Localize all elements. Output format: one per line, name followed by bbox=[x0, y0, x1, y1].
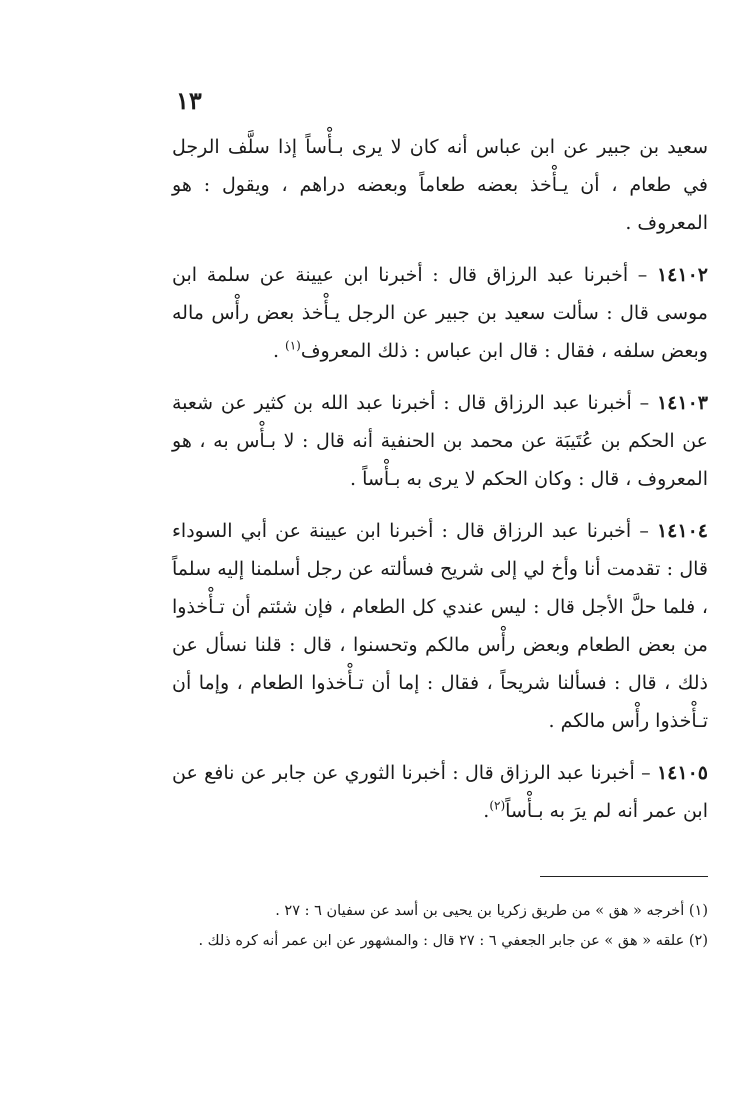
footnote-1: (١) أخرجه « هق » من طريق زكريا بن يحيى بن أسد عن سفيان ٦ : ٢٧ . bbox=[275, 903, 708, 919]
hadith-number: ١٤١٠٣ bbox=[656, 392, 708, 414]
hadith-number: ١٤١٠٢ bbox=[656, 264, 708, 286]
footnote-divider bbox=[540, 876, 708, 877]
hadith-14102 bbox=[172, 256, 708, 370]
footnotes-section bbox=[172, 896, 708, 956]
hadith-dash: – bbox=[628, 264, 648, 286]
footnote-reference[interactable]: (١) bbox=[285, 338, 301, 353]
page-number: ١٣ bbox=[176, 86, 202, 115]
hadith-paragraph bbox=[172, 128, 708, 242]
hadith-text: أخبرنا عبد الرزاق قال : أخبرنا الثوري عن جابر عن نافع عن ابن عمر أنه لم يرَ به بـأْساً bbox=[172, 762, 708, 822]
hadith-text: أخبرنا عبد الرزاق قال : أخبرنا ابن عيينة عن أبي السوداء قال : تقدمت أنا وأخ لي إلى شريح فسألته عن رجل أسلمنا إليه سلماً ، فلما حلَّ الأجل قال : ليس عندي كل الطعام ، فإن شئتم أن تـأْخذوا من بعض الطعام وبعض رأْس مالكم وتحسنوا ، قال : قلنا نسأل عن ذلك ، قال : فسألنا شريحاً ، فقال : إما أن تـأْخذوا الطعام ، وإما أن تـأْخذوا رأْس مالكم . bbox=[172, 520, 708, 732]
hadith-14105 bbox=[172, 754, 708, 830]
hadith-text: أخبرنا عبد الرزاق قال : أخبرنا عبد الله بن كثير عن شعبة عن الحكم بن عُتَيبَة عن محمد بن الحنفية أنه قال : لا بـأْس به ، هو المعروف ، قال : وكان الحكم لا يرى به بـأْساً . bbox=[172, 392, 708, 490]
hadith-text: سعيد بن جبير عن ابن عباس أنه كان لا يرى بـأْساً إذا سلَّف الرجل في طعام ، أن يـأْخذ بعضه طعاماً وبعضه دراهم ، ويقول : هو المعروف . bbox=[172, 136, 708, 234]
hadith-dash: – bbox=[631, 520, 649, 542]
hadith-dash: – bbox=[634, 762, 651, 784]
footnote-2: (٢) علقه « هق » عن جابر الجعفي ٦ : ٢٧ قال : والمشهور عن ابن عمر أنه كره ذلك . bbox=[198, 933, 708, 949]
hadith-text-tail: . bbox=[272, 340, 286, 362]
hadith-dash: – bbox=[631, 392, 650, 414]
footnote-reference[interactable]: (٢) bbox=[489, 798, 506, 813]
main-text-body bbox=[172, 128, 708, 830]
hadith-text: أخبرنا عبد الرزاق قال : أخبرنا ابن عيينة عن سلمة ابن موسى قال : سألت سعيد بن جبير عن الرجل يـأْخذ بعض رأْس ماله وبعض سلفه ، فقال : قال ابن عباس : ذلك المعروف bbox=[172, 264, 708, 362]
hadith-14104 bbox=[172, 512, 708, 740]
hadith-number: ١٤١٠٥ bbox=[656, 762, 708, 784]
hadith-14103 bbox=[172, 384, 708, 498]
hadith-number: ١٤١٠٤ bbox=[656, 520, 708, 542]
hadith-text-tail: . bbox=[483, 800, 490, 822]
